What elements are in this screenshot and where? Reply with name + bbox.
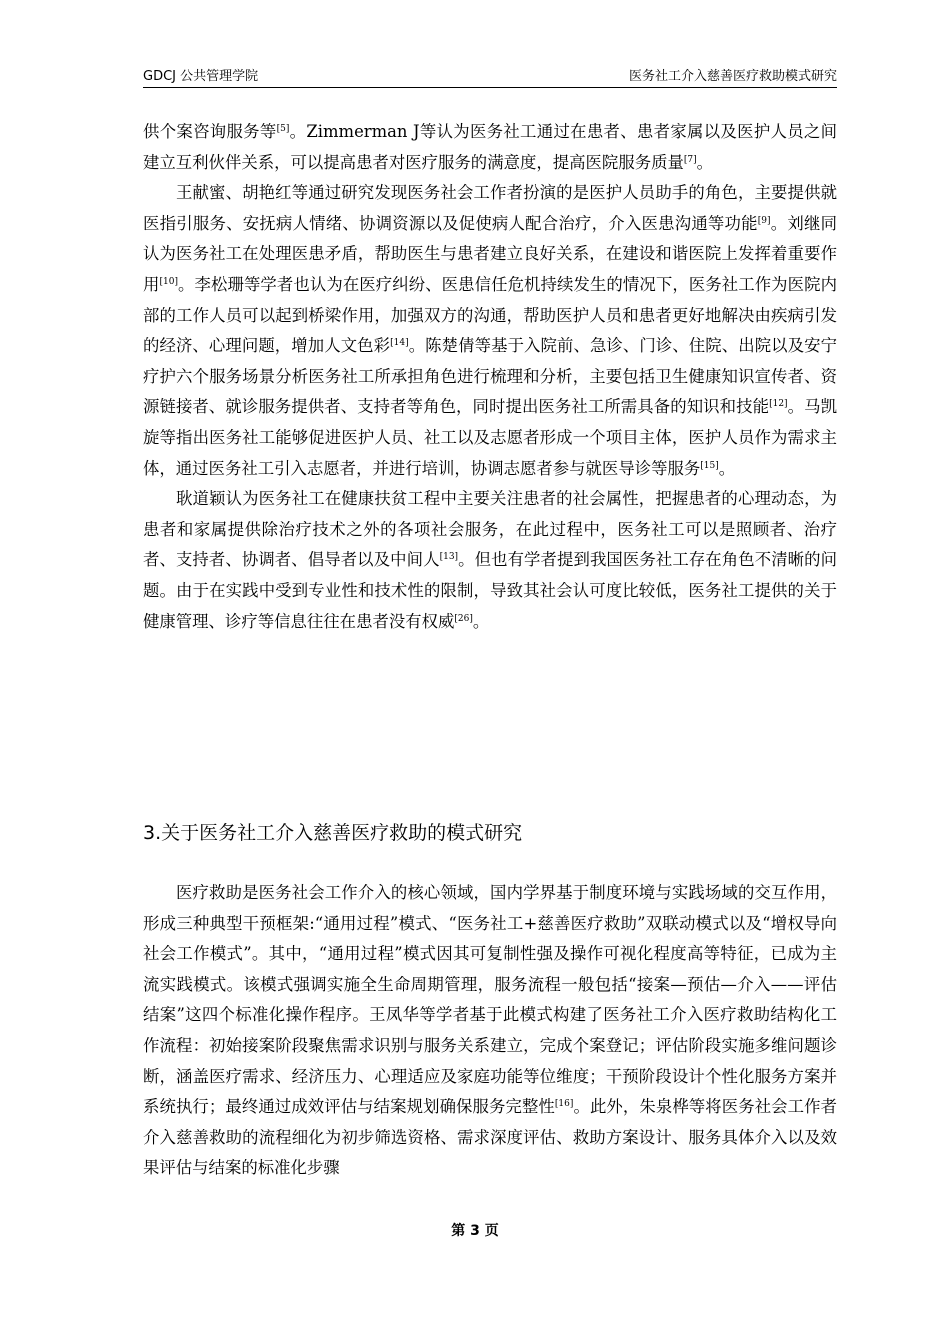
- paragraph-text: 。: [696, 152, 714, 172]
- citation-ref: [13]: [439, 552, 459, 563]
- paragraph-text: 。: [472, 611, 490, 631]
- citation-ref: [14]: [390, 338, 409, 349]
- paragraph-text: 。刘继同认为医务社工在处理医患矛盾，帮助医生与患者建立良好关系，在建设和谐医院上发挥着重要作用: [143, 213, 838, 294]
- paragraph-text: 。但也有学者提到我国医务社工存在角色不清晰的问题。由于在实践中受到专业性和技术性的限制，导致其社会认可度比较低，医务社工提供的关于健康管理、诊疗等信息往往在患者没有权威: [143, 550, 838, 631]
- body-block-1: [143, 117, 837, 637]
- paragraph-text: 医疗救助是医务社会工作介入的核心领域，国内学界基于制度环境与实践场域的交互作用，形成三种典型干预框架:“通用过程”模式、“医务社工+慈善医疗救助”双联动模式以及“增权导向社会工作模式”。其中，“通用过程”模式因其可复制性强及操作可视化程度高等特征，已成为主流实践模式。该模式强调实施全生命周期管理，服务流程一般包括“接案—预估—介入——评估结案”这四个标准化操作程序。王凤华等学者基于此模式构建了医务社工介入医疗救助结构化工作流程：初始接案阶段聚焦需求识别与服务关系建立，完成个案登记；评估阶段实施多维问题诊断，涵盖医疗需求、经济压力、心理适应及家庭功能等位维度；干预阶段设计个性化服务方案并系统执行；最终通过成效评估与结案规划确保服务完整性: [143, 883, 837, 1117]
- citation-ref: [12]: [769, 399, 788, 410]
- citation-ref: [9]: [757, 215, 771, 226]
- paragraph-text: 。陈楚倩等基于入院前、急诊、门诊、住院、出院以及安宁疗护六个服务场景分析医务社工所承担角色进行梳理和分析，主要包括卫生健康知识宣传者、资源链接者、就诊服务提供者、支持者等角色，同时提出医务社工所需具备的知识和技能: [143, 336, 837, 417]
- paragraph: [143, 117, 837, 178]
- paragraph-text: 供个案咨询服务等: [143, 122, 277, 141]
- paragraph-text: 。Zimmerman J等认为医务社工通过在患者、患者家属以及医护人员之间建立互利伙伴关系，可以提高患者对医疗服务的满意度，提高医院服务质量: [143, 122, 838, 172]
- citation-ref: [15]: [700, 460, 719, 471]
- citation-ref: [16]: [554, 1099, 574, 1110]
- paragraph: [143, 878, 837, 1184]
- section-heading: 3.关于医务社工介入慈善医疗救助的模式研究: [143, 822, 523, 844]
- header-left-text: GDCJ 公共管理学院: [143, 69, 259, 84]
- paragraph-text: 。: [718, 458, 736, 478]
- page-number: 第 3 页: [451, 1223, 499, 1239]
- paragraph-text: 。马凯旋等指出医务社工能够促进医护人员、社工以及志愿者形成一个项目主体，医护人员作为需求主体，通过医务社工引入志愿者，并进行培训，协调志愿者参与就医导诊等服务: [143, 397, 838, 478]
- paragraph-text: 。李松珊等学者也认为在医疗纠纷、医患信任危机持续发生的情况下，医务社工作为医院内部的工作人员可以起到桥梁作用，加强双方的沟通，帮助医护人员和患者更好地解决由疾病引发的经济、心理问题，增加人文色彩: [143, 274, 838, 356]
- page-header: [143, 68, 837, 86]
- citation-ref: [7]: [683, 154, 697, 165]
- header-right-text: 医务社工介入慈善医疗救助模式研究: [628, 69, 837, 84]
- body-block-2: [143, 878, 837, 1184]
- paragraph: [143, 178, 837, 484]
- paragraph-text: 王献蜜、胡艳红等通过研究发现医务社会工作者扮演的是医护人员助手的角色，主要提供就医指引服务、安抚病人情绪、协调资源以及促使病人配合治疗，介入医患沟通等功能: [143, 183, 837, 233]
- citation-ref: [26]: [454, 613, 473, 624]
- paragraph-text: 。此外，朱泉桦等将医务社会工作者介入慈善救助的流程细化为初步筛选资格、需求深度评估、救助方案设计、服务具体介入以及效果评估与结案的标准化步骤: [143, 1097, 838, 1178]
- header-rule: [143, 87, 837, 88]
- citation-ref: [5]: [276, 124, 290, 134]
- paragraph-text: 耿道颖认为医务社工在健康扶贫工程中主要关注患者的社会属性，把握患者的心理动态，为患者和家属提供除治疗技术之外的各项社会服务，在此过程中，医务社工可以是照顾者、治疗者、支持者、协调者、倡导者以及中间人: [143, 489, 837, 570]
- citation-ref: [10]: [159, 276, 178, 287]
- paragraph: [143, 484, 837, 637]
